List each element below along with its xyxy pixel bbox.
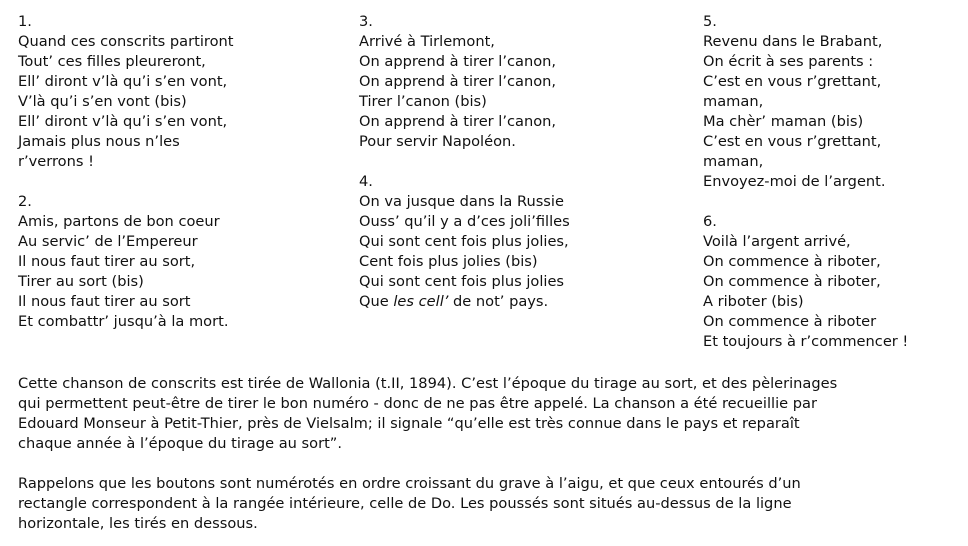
lyric-line: r’verrons !	[18, 153, 94, 170]
lyric-line: Qui sont cent fois plus jolies,	[359, 233, 569, 250]
lyric-line: Il nous faut tirer au sort	[18, 293, 191, 310]
lyrics-column-2	[359, 12, 689, 332]
lyric-line: Amis, partons de bon coeur	[18, 213, 220, 230]
lyric-line: Il nous faut tirer au sort,	[18, 253, 196, 270]
paragraph-line: Edouard Monseur à Petit-Thier, près de Vielsalm; il signale “qu’elle est très connue dans le pays et reparaît	[18, 415, 800, 432]
stanza-number: 4.	[359, 173, 373, 190]
lyric-line: On apprend à tirer l’canon,	[359, 53, 557, 70]
lyric-line: On commence à riboter	[703, 313, 877, 330]
lyric-line-last	[359, 292, 689, 312]
lyric-line: Cent fois plus jolies (bis)	[359, 253, 538, 270]
paragraph-line: horizontale, les tirés en dessous.	[18, 515, 258, 532]
lyric-line: Voilà l’argent arrivé,	[703, 233, 851, 250]
lyrics-column-3	[703, 12, 963, 372]
lyric-line: Et combattr’ jusqu’à la mort.	[18, 313, 229, 330]
lyric-line: On va jusque dans la Russie	[359, 193, 564, 210]
lyric-line: maman,	[703, 153, 764, 170]
paragraph-line: chaque année à l’époque du tirage au sort”.	[18, 435, 342, 452]
note-paragraph-buttons	[18, 474, 963, 534]
lyric-line: Tirer au sort (bis)	[18, 273, 144, 290]
lyric-line: A riboter (bis)	[703, 293, 804, 310]
lyric-line: Tout’ ces filles pleureront,	[18, 53, 206, 70]
lyric-line: Quand ces conscrits partiront	[18, 33, 234, 50]
lyric-line: Revenu dans le Brabant,	[703, 33, 883, 50]
stanza-number: 6.	[703, 213, 717, 230]
lyric-line: Ell’ diront v’là qu’i s’en vont,	[18, 113, 228, 130]
stanza-2	[18, 192, 338, 332]
lyric-line: On apprend à tirer l’canon,	[359, 73, 557, 90]
note-paragraph-source	[18, 374, 963, 454]
lyric-line: Et toujours à r’commencer !	[703, 333, 909, 350]
lyrics-column-1	[18, 12, 338, 352]
lyric-line: C’est en vous r’grettant,	[703, 133, 882, 150]
lyric-italic-text: les cell’	[393, 293, 449, 310]
lyric-text: Que	[359, 293, 394, 310]
lyric-line: Jamais plus nous n’les	[18, 133, 180, 150]
lyric-line: Qui sont cent fois plus jolies	[359, 273, 565, 290]
lyric-text: de not’ pays.	[448, 293, 549, 310]
lyric-line: C’est en vous r’grettant,	[703, 73, 882, 90]
paragraph-line: Rappelons que les boutons sont numérotés en ordre croissant du grave à l’aigu, et que ceux entourés d’un	[18, 475, 801, 492]
lyric-line: On écrit à ses parents :	[703, 53, 874, 70]
stanza-3	[359, 12, 689, 152]
lyric-line: maman,	[703, 93, 764, 110]
stanza-6	[703, 212, 963, 352]
lyric-line: Arrivé à Tirlemont,	[359, 33, 495, 50]
paragraph-line: qui permettent peut-être de tirer le bon numéro - donc de ne pas être appelé. La chanson a été recueillie par	[18, 395, 817, 412]
stanza-number: 2.	[18, 193, 32, 210]
stanza-number: 1.	[18, 13, 32, 30]
lyric-line: Envoyez-moi de l’argent.	[703, 173, 886, 190]
stanza-number: 5.	[703, 13, 717, 30]
lyric-line: Ma chèr’ maman (bis)	[703, 113, 864, 130]
lyric-line: Ouss’ qu’il y a d’ces joli’filles	[359, 213, 570, 230]
stanza-number: 3.	[359, 13, 373, 30]
lyric-line: On commence à riboter,	[703, 253, 881, 270]
lyric-line: On commence à riboter,	[703, 273, 881, 290]
stanza-1	[18, 12, 338, 172]
lyric-line: V’là qu’i s’en vont (bis)	[18, 93, 187, 110]
lyric-line: Tirer l’canon (bis)	[359, 93, 487, 110]
lyric-line: Au servic’ de l’Empereur	[18, 233, 198, 250]
paragraph-line: Cette chanson de conscrits est tirée de Wallonia (t.II, 1894). C’est l’époque du tirage au sort, et des pèlerinages	[18, 375, 838, 392]
lyric-line: Pour servir Napoléon.	[359, 133, 516, 150]
stanza-4	[359, 172, 689, 312]
stanza-5	[703, 12, 963, 192]
paragraph-line: rectangle correspondent à la rangée intérieure, celle de Do. Les poussés sont situés au-dessus de la ligne	[18, 495, 792, 512]
lyric-line: On apprend à tirer l’canon,	[359, 113, 557, 130]
lyric-line: Ell’ diront v’là qu’i s’en vont,	[18, 73, 228, 90]
